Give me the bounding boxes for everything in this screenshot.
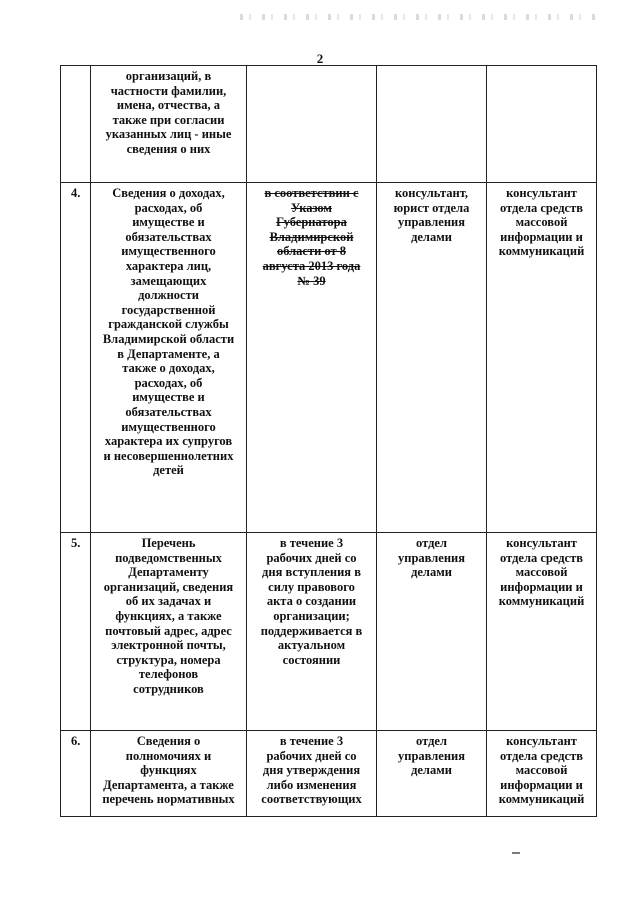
- row-number: 6.: [61, 731, 91, 817]
- deadline-cell: в течение 3 рабочих дней со дня утверждения либо изменения соответствующих: [247, 731, 377, 817]
- disclosure-table: [60, 65, 597, 817]
- responsible-cell: отдел управления делами: [377, 533, 487, 731]
- scan-mark: [512, 852, 520, 854]
- row-number: 4.: [61, 183, 91, 533]
- deadline-cell: в течение 3 рабочих дней со дня вступления в силу правового акта о создании организации; поддерживается в актуальном состоянии: [247, 533, 377, 731]
- responsible-cell: консультант, юрист отдела управления делами: [377, 183, 487, 533]
- publisher-cell: [487, 66, 597, 183]
- deadline-cell: в соответствии с Указом Губернатора Владимирской области от 8 августа 2013 года № 39: [247, 183, 377, 533]
- deadline-cell: [247, 66, 377, 183]
- table-row: [61, 533, 597, 731]
- publisher-cell: консультант отдела средств массовой информации и коммуникаций: [487, 183, 597, 533]
- info-cell: организаций, в частности фамилии, имена, отчества, а также при согласии указанных лиц - иные сведения о них: [91, 66, 247, 183]
- row-number: 5.: [61, 533, 91, 731]
- responsible-cell: отдел управления делами: [377, 731, 487, 817]
- row-number: [61, 66, 91, 183]
- info-cell: Сведения о доходах, расходах, об имуществе и обязательствах имущественного характера лиц, замещающих должности государственной гражданской службы Владимирской области в Департаменте, а также о доходах, расходах, об имуществе и обязательствах имущественного характера их супругов и несовершеннолетних детей: [91, 183, 247, 533]
- table-row: [61, 183, 597, 533]
- publisher-cell: консультант отдела средств массовой информации и коммуникаций: [487, 533, 597, 731]
- table-row: [61, 731, 597, 817]
- info-cell: Сведения о полномочиях и функциях Департамента, а также перечень нормативных: [91, 731, 247, 817]
- table-row: [61, 66, 597, 183]
- publisher-cell: консультант отдела средств массовой информации и коммуникаций: [487, 731, 597, 817]
- responsible-cell: [377, 66, 487, 183]
- scan-artifact: [240, 14, 600, 20]
- page-number: 2: [316, 51, 324, 66]
- info-cell: Перечень подведомственных Департаменту организаций, сведения об их задачах и функциях, а также почтовый адрес, адрес электронной почты, структура, номера телефонов сотрудников: [91, 533, 247, 731]
